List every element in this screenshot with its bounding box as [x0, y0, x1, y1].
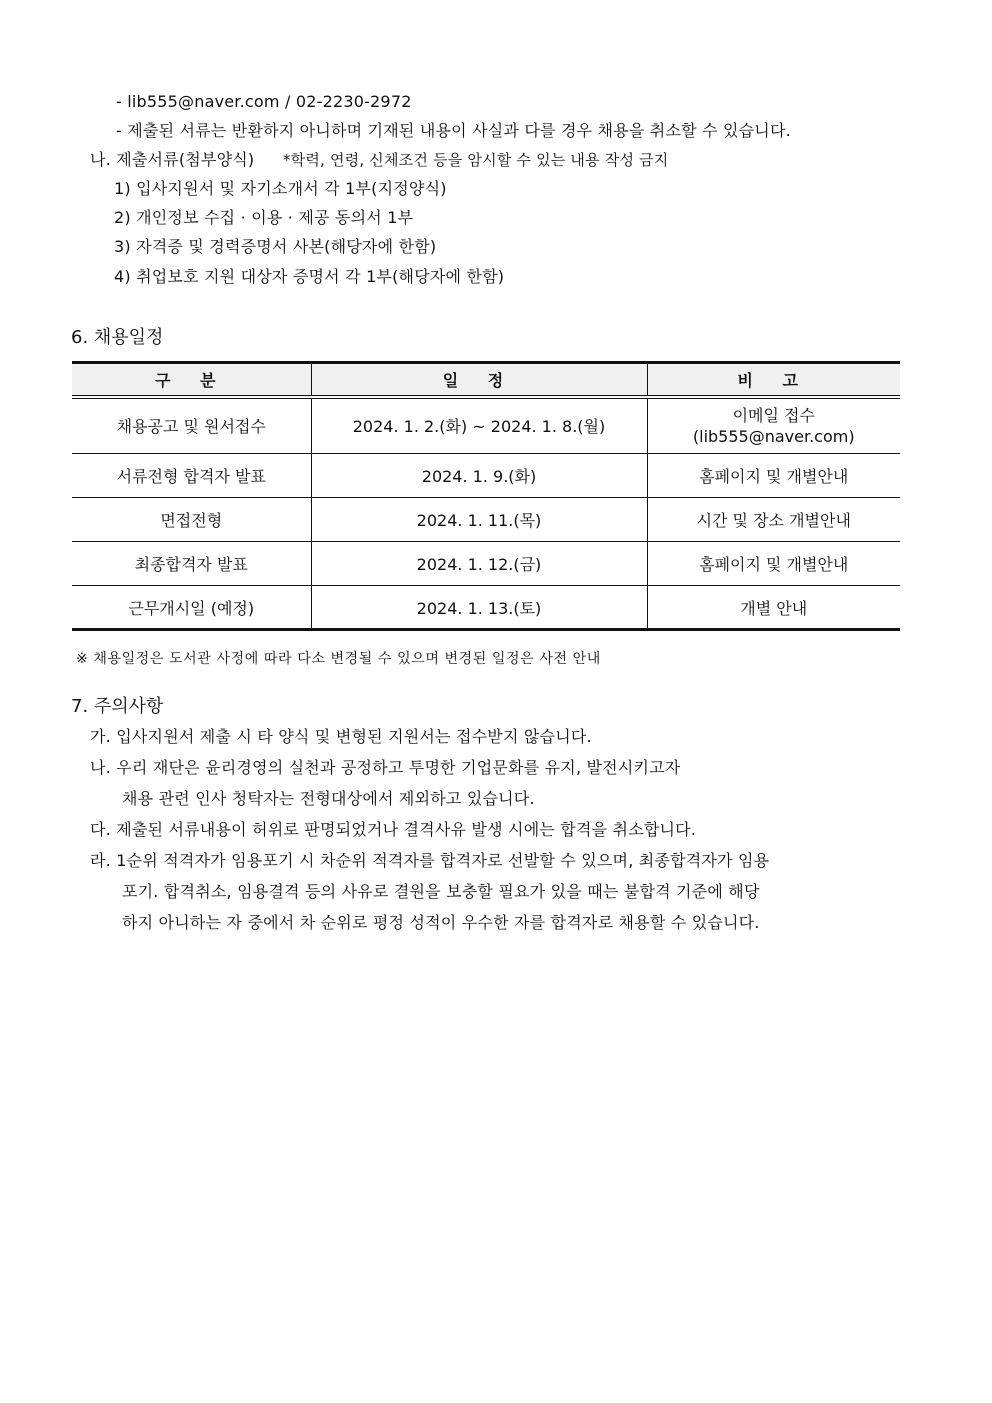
- cell-schedule: 2024. 1. 12.(금): [311, 542, 647, 586]
- remark-line-1: 이메일 접수: [732, 405, 815, 425]
- table-header-row: [72, 363, 900, 397]
- caution-item-ra-cont-2: 하지 아니하는 자 중에서 차 순위로 평정 성적이 우수한 자를 합격자로 채용할 수 있습니다.: [122, 913, 760, 932]
- caution-item-ra-cont-1: 포기. 합격취소, 임용결격 등의 사유로 결원을 보충할 필요가 있을 때는 불합격 기준에 해당: [122, 882, 760, 901]
- header-schedule: 일 정: [311, 363, 647, 397]
- table-row: [72, 586, 900, 630]
- header-remark: 비 고: [647, 363, 900, 397]
- cell-schedule: 2024. 1. 11.(목): [311, 498, 647, 542]
- docs-heading-row: [90, 150, 669, 170]
- cell-schedule: 2024. 1. 13.(토): [311, 586, 647, 630]
- cell-category: 근무개시일 (예정): [72, 586, 311, 630]
- caution-item-ra: 라. 1순위 적격자가 임용포기 시 차순위 적격자를 합격자로 선발할 수 있으며, 최종합격자가 임용: [90, 851, 770, 870]
- section-7-title: 7. 주의사항: [71, 696, 164, 717]
- cell-remark: 홈페이지 및 개별안내: [647, 454, 900, 498]
- doc-item-3: 3) 자격증 및 경력증명서 사본(해당자에 한함): [114, 237, 437, 256]
- cell-remark: 개별 안내: [647, 586, 900, 630]
- cell-remark: 시간 및 장소 개별안내: [647, 498, 900, 542]
- cell-schedule: 2024. 1. 2.(화) ~ 2024. 1. 8.(월): [311, 397, 647, 454]
- table-row: [72, 397, 900, 454]
- caution-item-na-cont: 채용 관련 인사 청탁자는 전형대상에서 제외하고 있습니다.: [122, 789, 535, 808]
- cell-category: 최종합격자 발표: [72, 542, 311, 586]
- header-category: 구 분: [72, 363, 311, 397]
- docs-warning: *학력, 연령, 신체조건 등을 암시할 수 있는 내용 작성 금지: [282, 151, 669, 169]
- section-6-title: 6. 채용일정: [71, 327, 164, 348]
- caution-item-da: 다. 제출된 서류내용이 허위로 판명되었거나 결격사유 발생 시에는 합격을 취소합니다.: [90, 820, 697, 839]
- caution-item-na: 나. 우리 재단은 윤리경영의 실천과 공정하고 투명한 기업문화를 유지, 발전시키고자: [90, 758, 681, 777]
- schedule-table: [72, 361, 900, 631]
- table-row: [72, 542, 900, 586]
- docs-heading: 나. 제출서류(첨부양식): [90, 150, 255, 169]
- doc-item-4: 4) 취업보호 지원 대상자 증명서 각 1부(해당자에 한함): [114, 267, 505, 286]
- cell-remark: [647, 397, 900, 454]
- return-notice: - 제출된 서류는 반환하지 아니하며 기재된 내용이 사실과 다를 경우 채용을 취소할 수 있습니다.: [116, 121, 791, 140]
- cell-category: 면접전형: [72, 498, 311, 542]
- doc-item-1: 1) 입사지원서 및 자기소개서 각 1부(지정양식): [114, 179, 447, 198]
- table-row: [72, 454, 900, 498]
- cell-category: 서류전형 합격자 발표: [72, 454, 311, 498]
- table-row: [72, 498, 900, 542]
- remark-line-2: (lib555@naver.com): [692, 426, 855, 446]
- cell-schedule: 2024. 1. 9.(화): [311, 454, 647, 498]
- cell-category: 채용공고 및 원서접수: [72, 397, 311, 454]
- caution-item-ga: 가. 입사지원서 제출 시 타 양식 및 변형된 지원서는 접수받지 않습니다.: [90, 727, 592, 746]
- cell-remark: 홈페이지 및 개별안내: [647, 542, 900, 586]
- schedule-note: ※ 채용일정은 도서관 사정에 따라 다소 변경될 수 있으며 변경된 일정은 사전 안내: [76, 651, 601, 667]
- contact-line: - lib555@naver.com / 02-2230-2972: [116, 92, 412, 111]
- doc-item-2: 2) 개인정보 수집 · 이용 · 제공 동의서 1부: [114, 208, 414, 227]
